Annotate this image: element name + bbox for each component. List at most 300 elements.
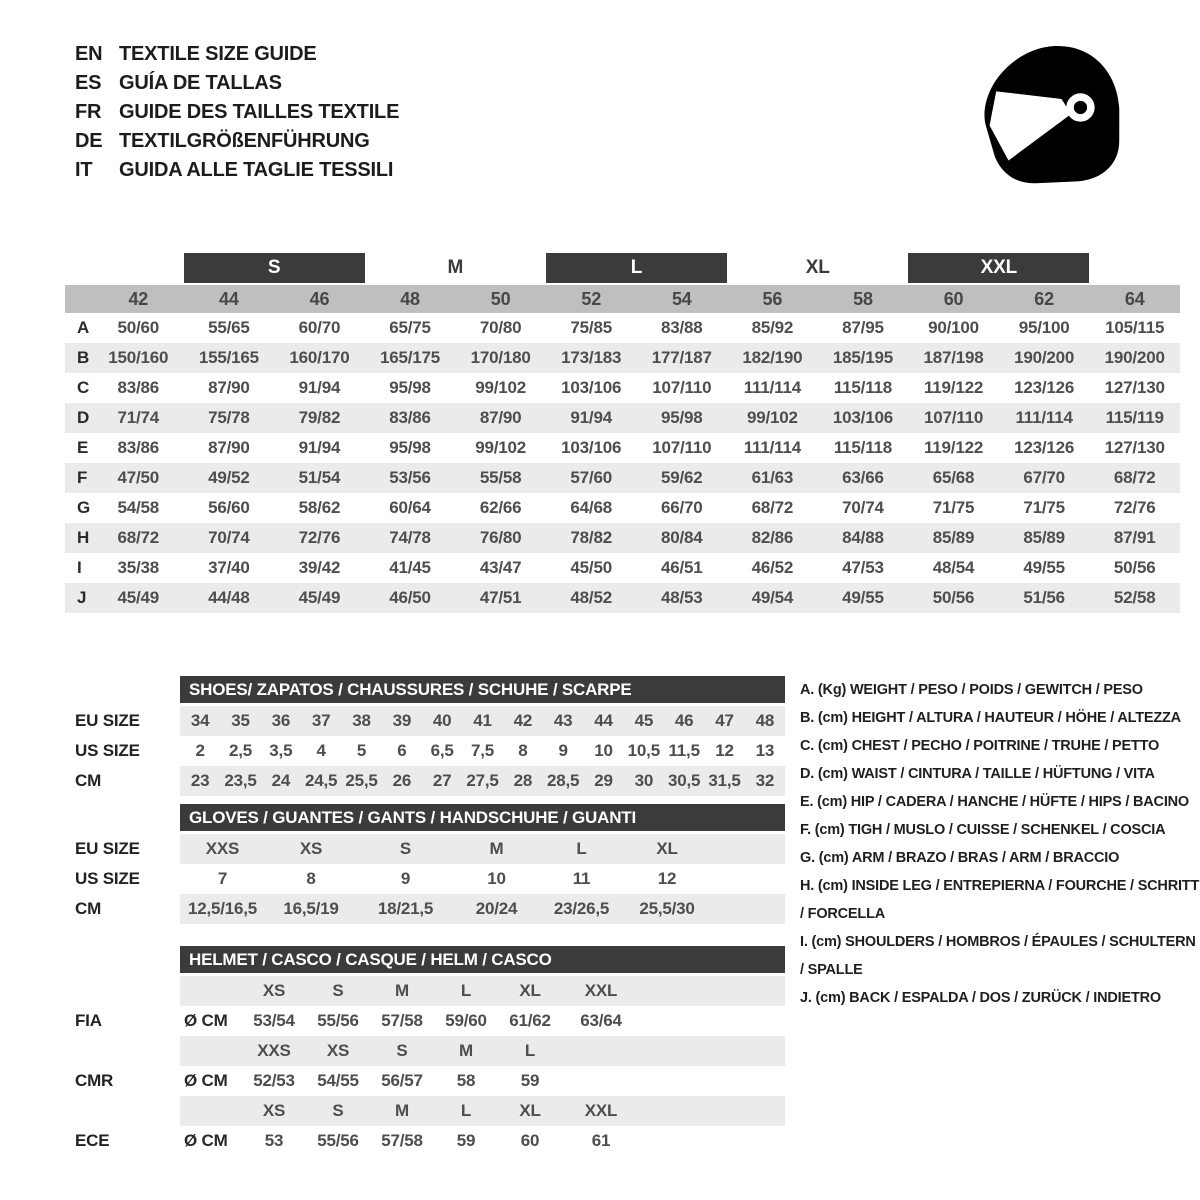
guide-title: GUIDA ALLE TAGLIE TESSILI [119, 159, 394, 181]
table-cell: 10 [594, 741, 613, 760]
table-cell: 87/90 [208, 378, 250, 397]
table-cell: 111/114 [1015, 408, 1073, 427]
table-cell: 12 [715, 741, 734, 760]
table-cell: 105/115 [1105, 318, 1165, 337]
language-code: EN [75, 43, 103, 65]
shoes-header-bar: SHOES/ ZAPATOS / CHAUSSURES / SCHUHE / SCARPE [180, 676, 785, 703]
table-cell: 56/60 [208, 498, 250, 517]
table-cell: 75/85 [570, 318, 612, 337]
table-cell: 170/180 [470, 348, 531, 367]
table-cell: 46/50 [389, 588, 431, 607]
table-cell: S [399, 839, 412, 858]
table-cell: 55/56 [317, 1011, 359, 1030]
measurement-row-d [65, 403, 1180, 433]
table-cell: 82/86 [751, 528, 794, 547]
table-cell: 99/102 [475, 378, 527, 397]
helmet-standard-label-ece: ECE [75, 1131, 110, 1150]
table-cell: 35 [231, 711, 250, 730]
measurement-rows [65, 313, 1180, 613]
table-cell: 127/130 [1104, 438, 1165, 457]
table-cell: 70/80 [479, 318, 522, 337]
table-cell: 47/50 [117, 468, 160, 487]
table-cell: XL [519, 1101, 541, 1120]
table-cell: 115/118 [833, 438, 893, 457]
table-cell: 27,5 [466, 771, 499, 790]
table-cell: 63/66 [842, 468, 884, 487]
table-cell: L [460, 981, 472, 1000]
table-cell: 57/58 [381, 1011, 423, 1030]
table-cell: 37/40 [208, 558, 250, 577]
table-cell: 66/70 [661, 498, 703, 517]
table-cell: 4 [316, 741, 326, 760]
helmet-labels [65, 946, 180, 1156]
table-cell: 84/88 [842, 528, 884, 547]
table-cell: 64/68 [570, 498, 612, 517]
legend-item-g: G. (cm) ARM / BRAZO / BRAS / ARM / BRACCIO [800, 850, 1120, 866]
table-cell: 59/62 [661, 468, 703, 487]
table-cell: 44 [219, 289, 239, 309]
table-cell: 85/89 [932, 528, 975, 547]
table-cell: 30 [634, 771, 654, 790]
table-cell: 63/64 [580, 1011, 622, 1030]
table-cell: 85/92 [751, 318, 794, 337]
table-cell: 119/122 [923, 378, 984, 397]
table-cell: 28 [513, 771, 533, 790]
table-cell: 29 [594, 771, 613, 790]
shoes-eu-row [180, 706, 785, 736]
gloves-eu-size-label: EU SIZE [75, 839, 140, 858]
table-cell: 87/91 [1113, 528, 1156, 547]
table-cell: 49/52 [208, 468, 250, 487]
table-cell: 47/53 [842, 558, 884, 577]
shoes-cm-label: CM [75, 771, 102, 790]
row-label: C [77, 378, 90, 397]
table-cell: 52/58 [1113, 588, 1156, 607]
table-cell: XS [262, 1101, 286, 1120]
legend-item-f: F. (cm) TIGH / MUSLO / CUISSE / SCHENKEL / COSCIA [800, 822, 1166, 838]
table-cell: 45 [634, 711, 654, 730]
table-cell: 185/195 [832, 348, 893, 367]
legend-item-d: D. (cm) WAIST / CINTURA / TAILLE / HÜFTUNG / VITA [800, 766, 1155, 782]
table-cell: 49/55 [1023, 558, 1065, 577]
table-cell: 26 [392, 771, 412, 790]
table-cell: 23 [190, 771, 210, 790]
table-cell: S [396, 1041, 408, 1060]
table-cell: 23/26,5 [553, 899, 610, 918]
table-cell: 45/50 [570, 558, 612, 577]
language-row [75, 40, 399, 69]
table-cell: 87/90 [479, 408, 522, 427]
table-cell: 11,5 [668, 741, 700, 760]
table-cell: 58 [456, 1071, 476, 1090]
guide-title: GUÍA DE TALLAS [119, 72, 282, 94]
table-cell: 61/63 [751, 468, 794, 487]
table-cell: 111/114 [743, 438, 801, 457]
table-cell: 68/72 [117, 528, 160, 547]
table-cell: 83/86 [389, 408, 431, 427]
measurement-row-a [65, 313, 1180, 343]
helmet-cmr-size-row [180, 1036, 785, 1066]
table-cell: 25,5 [345, 771, 378, 790]
table-cell: 58/62 [298, 498, 341, 517]
table-cell: L [576, 839, 587, 858]
table-cell: 32 [755, 771, 775, 790]
table-cell: 45/49 [298, 588, 341, 607]
legend-item-j: J. (cm) BACK / ESPALDA / DOS / ZURÜCK / INDIETRO [800, 990, 1161, 1006]
row-label: G [77, 498, 91, 517]
table-cell: 55/58 [479, 468, 522, 487]
table-cell: M [459, 1041, 473, 1060]
gloves-us-row [180, 864, 785, 894]
table-cell: L [460, 1101, 472, 1120]
table-cell: 9 [558, 741, 568, 760]
table-cell: 72/76 [298, 528, 341, 547]
table-cell: 70/74 [842, 498, 884, 517]
size-group-s: S [184, 253, 365, 283]
table-cell: 7,5 [470, 741, 495, 760]
table-cell: 46 [309, 289, 330, 309]
table-cell: 165/175 [380, 348, 441, 367]
table-cell: 8 [306, 869, 316, 888]
table-cell: 46/51 [661, 558, 703, 577]
table-cell: 123/126 [1014, 378, 1075, 397]
helmet-cmr-value-row [180, 1066, 785, 1096]
table-cell: 48/54 [932, 558, 975, 577]
table-cell: 68/72 [1113, 468, 1156, 487]
table-cell: XL [656, 839, 678, 858]
row-label: F [77, 468, 88, 487]
row-label: J [77, 588, 87, 607]
table-cell: 45/49 [117, 588, 160, 607]
table-cell: 55/65 [208, 318, 250, 337]
row-label: D [77, 408, 90, 427]
table-cell: 61 [591, 1131, 611, 1150]
table-cell: 58 [853, 289, 873, 309]
table-cell: 115/118 [833, 378, 893, 397]
table-cell: 99/102 [475, 438, 527, 457]
table-cell: 18/21,5 [377, 899, 434, 918]
table-cell: 37 [311, 711, 331, 730]
table-cell: 57/58 [381, 1131, 423, 1150]
table-cell: 62 [1034, 289, 1054, 309]
table-cell: 76/80 [479, 528, 522, 547]
row-label: I [77, 558, 82, 577]
table-cell: 12,5/16,5 [187, 899, 258, 918]
helmet-standard-label-cmr: CMR [75, 1071, 114, 1090]
table-cell: 35/38 [117, 558, 160, 577]
table-cell: 150/160 [108, 348, 169, 367]
table-cell: 83/86 [117, 378, 160, 397]
table-cell: 39/42 [298, 558, 341, 577]
row-label: B [77, 348, 90, 367]
table-cell: 16,5/19 [283, 899, 339, 918]
table-cell: 2 [195, 741, 205, 760]
size-group-xl: XL [805, 257, 830, 278]
table-cell: 60/64 [389, 498, 431, 517]
legend-item-c: C. (cm) CHEST / PECHO / POITRINE / TRUHE / PETTO [800, 738, 1160, 754]
gloves-header-bar: GLOVES / GUANTES / GANTS / HANDSCHUHE / GUANTI [180, 804, 785, 831]
table-cell: 60/70 [298, 318, 341, 337]
table-cell: 187/198 [923, 348, 984, 367]
table-cell: 91/94 [298, 378, 341, 397]
table-cell: 160/170 [289, 348, 350, 367]
row-label: H [77, 528, 90, 547]
table-cell: 28,5 [547, 771, 580, 790]
gloves-cm-label: CM [75, 899, 102, 918]
table-cell: 60 [520, 1131, 540, 1150]
shoes-eu-size-label: EU SIZE [75, 711, 140, 730]
table-cell: 11 [572, 869, 591, 888]
measurement-row-g [65, 493, 1180, 523]
table-cell: 80/84 [661, 528, 703, 547]
size-group-xxl: XXL [908, 253, 1089, 283]
table-cell: 56/57 [381, 1071, 423, 1090]
helmet-table-body [180, 976, 785, 1156]
table-cell: 30,5 [668, 771, 701, 790]
table-cell: 87/95 [842, 318, 884, 337]
table-cell: 107/110 [652, 378, 712, 397]
table-cell [180, 1096, 242, 1126]
shoes-size-table [65, 676, 785, 796]
table-cell: XS [262, 981, 286, 1000]
table-cell: 72/76 [1113, 498, 1156, 517]
table-cell: 95/98 [389, 438, 431, 457]
helmet-fia-size-row [180, 976, 785, 1006]
table-cell: 23,5 [224, 771, 257, 790]
table-cell: 70/74 [208, 528, 250, 547]
language-code: DE [75, 130, 103, 152]
table-cell: 65/68 [932, 468, 975, 487]
table-cell: 2,5 [228, 741, 253, 760]
language-row [75, 69, 399, 98]
table-cell: 64 [1124, 289, 1145, 309]
table-cell: 10,5 [627, 741, 660, 760]
table-cell: 39 [392, 711, 412, 730]
gloves-eu-row [180, 834, 785, 864]
table-cell: 60 [943, 289, 964, 309]
table-cell: 42 [513, 711, 533, 730]
table-cell: 3,5 [269, 741, 293, 760]
table-cell: 103/106 [832, 408, 893, 427]
table-cell: XXS [257, 1041, 291, 1060]
language-code: FR [75, 101, 102, 123]
table-cell: 57/60 [570, 468, 612, 487]
table-cell: 95/98 [661, 408, 703, 427]
table-cell: 49/54 [751, 588, 794, 607]
table-cell: 115/119 [1105, 408, 1164, 427]
table-cell: 155/165 [198, 348, 259, 367]
helmet-ece-size-row [180, 1096, 785, 1126]
table-cell: S [332, 981, 344, 1000]
table-cell: 48 [755, 711, 775, 730]
legend-item-a: A. (Kg) WEIGHT / PESO / POIDS / GEWITCH / PESO [800, 682, 1143, 698]
language-row [75, 156, 399, 185]
table-cell: 43/47 [479, 558, 522, 577]
guide-title: TEXTILGRÖßENFÜHRUNG [119, 130, 370, 152]
table-cell: 5 [356, 741, 367, 760]
table-cell: 54/58 [117, 498, 160, 517]
table-cell: 103/106 [561, 378, 622, 397]
table-cell: XXS [205, 839, 240, 858]
table-cell [180, 976, 242, 1006]
shoes-cm-row [180, 766, 785, 796]
measurement-row-i [65, 553, 1180, 583]
table-cell: 87/90 [208, 438, 250, 457]
table-cell: 65/75 [389, 318, 431, 337]
table-cell: XS [326, 1041, 350, 1060]
helmet-standard-label-fia: FIA [75, 1011, 102, 1030]
table-cell: 9 [400, 869, 411, 888]
table-cell: 91/94 [298, 438, 341, 457]
shoes-us-size-label: US SIZE [75, 741, 140, 760]
table-cell: 71/74 [117, 408, 160, 427]
table-cell: 68/72 [751, 498, 794, 517]
table-cell: 51/54 [298, 468, 341, 487]
table-cell: 103/106 [561, 438, 622, 457]
table-cell: 40 [432, 711, 452, 730]
table-cell: 71/75 [1023, 498, 1065, 517]
apparel-size-table [65, 253, 1180, 613]
helmet-header-bar: HELMET / CASCO / CASQUE / HELM / CASCO [180, 946, 785, 973]
table-cell: 13 [755, 741, 775, 760]
table-cell: 36 [271, 711, 291, 730]
table-cell: 190/200 [1104, 348, 1165, 367]
table-cell: 41/45 [389, 558, 431, 577]
table-cell: 67/70 [1023, 468, 1065, 487]
shoes-us-row [180, 736, 785, 766]
table-cell: 46 [674, 711, 694, 730]
table-cell: 74/78 [389, 528, 431, 547]
measurement-row-f [65, 463, 1180, 493]
table-cell: 54 [671, 289, 692, 309]
table-cell: 53/54 [253, 1011, 295, 1030]
helmet-ece-value-row [180, 1126, 785, 1156]
table-cell: 12 [657, 869, 677, 888]
language-row [75, 98, 399, 127]
legend-item-e: E. (cm) HIP / CADERA / HANCHE / HÜFTE / HIPS / BACINO [800, 794, 1189, 810]
table-cell: 38 [352, 711, 371, 730]
table-cell: 111/114 [743, 378, 801, 397]
table-cell: 83/86 [117, 438, 160, 457]
size-group-m: M [447, 257, 464, 278]
table-cell: 61/62 [509, 1011, 551, 1030]
diameter-cm-label: Ø CM [184, 1131, 228, 1150]
table-cell: 107/110 [652, 438, 712, 457]
language-row [75, 127, 399, 156]
legend-list [800, 676, 1200, 1012]
table-cell: 56 [762, 289, 783, 309]
table-cell: 190/200 [1014, 348, 1075, 367]
table-cell: 95/100 [1018, 318, 1070, 337]
measurement-row-b [65, 343, 1180, 373]
guide-title: GUIDE DES TAILLES TEXTILE [119, 101, 400, 123]
table-cell: 91/94 [570, 408, 612, 427]
table-cell: 59/60 [445, 1011, 487, 1030]
measurement-row-c [65, 373, 1180, 403]
table-cell: 47 [715, 711, 734, 730]
table-cell: 107/110 [923, 408, 984, 427]
table-cell: 43 [553, 711, 573, 730]
table-cell: 59 [456, 1131, 476, 1150]
table-cell: 47/51 [479, 588, 522, 607]
table-cell: M [395, 981, 409, 1000]
table-cell: 75/78 [208, 408, 250, 427]
table-cell: 52 [581, 289, 602, 309]
table-cell: 52/53 [253, 1071, 295, 1090]
shoes-row-labels [65, 676, 180, 796]
row-label: A [77, 318, 90, 337]
table-cell: 173/183 [561, 348, 622, 367]
table-cell: 6 [397, 741, 407, 760]
table-cell: 50/56 [1113, 558, 1156, 577]
table-cell: M [395, 1101, 409, 1120]
table-cell: L [524, 1041, 536, 1060]
table-cell: XS [299, 839, 323, 858]
gloves-size-table [65, 804, 785, 924]
table-cell: 99/102 [746, 408, 798, 427]
table-cell: 48 [400, 289, 420, 309]
guide-title: TEXTILE SIZE GUIDE [119, 43, 317, 65]
numeric-size-row-spacer [65, 285, 93, 313]
table-cell: XXL [584, 981, 618, 1000]
gloves-cm-row [180, 894, 785, 924]
table-cell: 85/89 [1023, 528, 1065, 547]
table-cell: 177/187 [651, 348, 712, 367]
table-cell: 53 [264, 1131, 284, 1150]
row-label: E [77, 438, 89, 457]
legend-item-i: I. (cm) SHOULDERS / HOMBROS / ÉPAULES / SCHULTERN / SPALLE [800, 934, 1196, 978]
table-cell: 53/56 [389, 468, 431, 487]
table-cell: 79/82 [298, 408, 341, 427]
gloves-row-labels [65, 804, 180, 924]
numeric-size-row [65, 285, 1180, 313]
table-cell: 50 [490, 289, 511, 309]
table-cell: 95/98 [389, 378, 431, 397]
table-cell: 31,5 [708, 771, 741, 790]
table-cell: 27 [432, 771, 452, 790]
table-cell: 6,5 [430, 741, 454, 760]
table-cell: 119/122 [923, 438, 984, 457]
table-cell: 42 [128, 289, 149, 309]
table-cell: M [489, 839, 504, 858]
language-code: ES [75, 72, 102, 94]
helmet-fia-value-row [180, 1006, 785, 1036]
table-cell: 44 [594, 711, 613, 730]
table-cell: 55/56 [317, 1131, 359, 1150]
size-group-l: L [546, 253, 727, 283]
gloves-us-size-label: US SIZE [75, 869, 140, 888]
table-cell: 50/56 [932, 588, 975, 607]
measurement-row-e [65, 433, 1180, 463]
helmet-size-table [65, 946, 785, 1156]
table-cell: 25,5/30 [639, 899, 695, 918]
legend-item-h: H. (cm) INSIDE LEG / ENTREPIERNA / FOURCHE / SCHRITT / FORCELLA [800, 878, 1200, 922]
table-cell: XXL [584, 1101, 618, 1120]
table-cell: 59 [520, 1071, 540, 1090]
language-title-list [75, 40, 399, 185]
table-cell: 182/190 [742, 348, 803, 367]
table-cell: 127/130 [1104, 378, 1165, 397]
table-cell: 20/24 [475, 899, 518, 918]
table-cell: XL [519, 981, 541, 1000]
legend-item-b: B. (cm) HEIGHT / ALTURA / HAUTEUR / HÖHE / ALTEZZA [800, 710, 1181, 726]
table-cell: 10 [487, 869, 506, 888]
table-cell: 24 [271, 771, 291, 790]
diameter-cm-label: Ø CM [184, 1071, 228, 1090]
table-cell: 44/48 [208, 588, 250, 607]
table-cell: 34 [190, 711, 210, 730]
table-cell: 123/126 [1014, 438, 1075, 457]
